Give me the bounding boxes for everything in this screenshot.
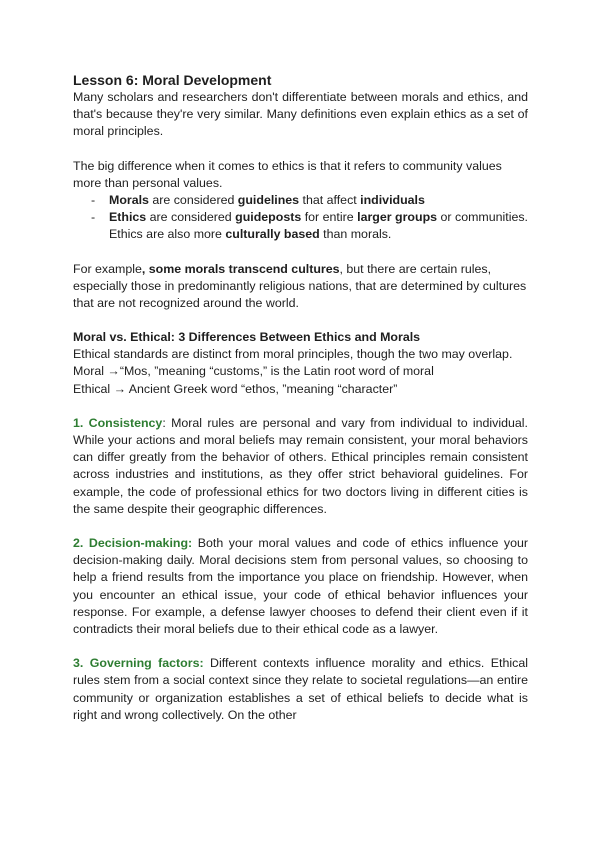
morals-ethics-list [73, 192, 528, 244]
moral-root-line: Moral →“Mos, ”meaning “customs,” is the Latin root word of moral [73, 364, 434, 379]
difference-paragraph: The big difference when it comes to ethics is that it refers to community values more than personal values. [73, 158, 502, 190]
document-page [73, 72, 528, 724]
page-title: Lesson 6: Moral Development [73, 72, 272, 88]
list-item-morals: - Morals are considered guidelines that affect individuals [91, 192, 528, 209]
point-consistency: 1. Consistency: Moral rules are personal and vary from individual to individual. While your actions and moral beliefs may remain consistent, your moral behaviors can differ greatly from the behavior of others. Ethical principles remain consistent across industries and institutions, as they offer strict behavioral guidelines. For example, the code of professional ethics for two doctors living in different cities is the same despite their geographic differences. [73, 415, 528, 516]
intro-paragraph: Many scholars and researchers don't differentiate between morals and ethics, and that's because they're very similar. Many definitions even explain ethics as a set of moral principles. [73, 90, 528, 139]
section-heading: Moral vs. Ethical: 3 Differences Between Ethics and Morals [73, 330, 421, 345]
point-governing-factors: 3. Governing factors: Different contexts influence morality and ethics. Ethical rules stem from a social context since they relate to societal regulations—an entire community or organization establishes a set of ethical beliefs to decide what is right and wrong collectively. On the other [73, 656, 528, 722]
ethical-root-line: Ethical → Ancient Greek word “ethos, ”meaning “character” [73, 381, 398, 396]
point-decision-making: 2. Decision-making: Both your moral values and code of ethics influence your decision-making daily. Moral decisions stem from personal values, so choosing to help a friend results from the importance you place on friendship. However, when you encounter an ethical issue, your code of ethical behavior influences your response. For example, a defense lawyer chooses to defend their client even if it contradicts their moral beliefs due to their ethical code as a lawyer. [73, 536, 529, 637]
list-item-ethics: - Ethics are considered guideposts for entire larger groups or communities. Ethics are also more culturally based than morals. [91, 209, 528, 243]
section-intro: Ethical standards are distinct from moral principles, though the two may overlap. [73, 347, 513, 362]
example-paragraph: For example, some morals transcend cultures, but there are certain rules, especially those in predominantly religious nations, that are determined by cultures that are not recognized around the world. [73, 261, 527, 311]
